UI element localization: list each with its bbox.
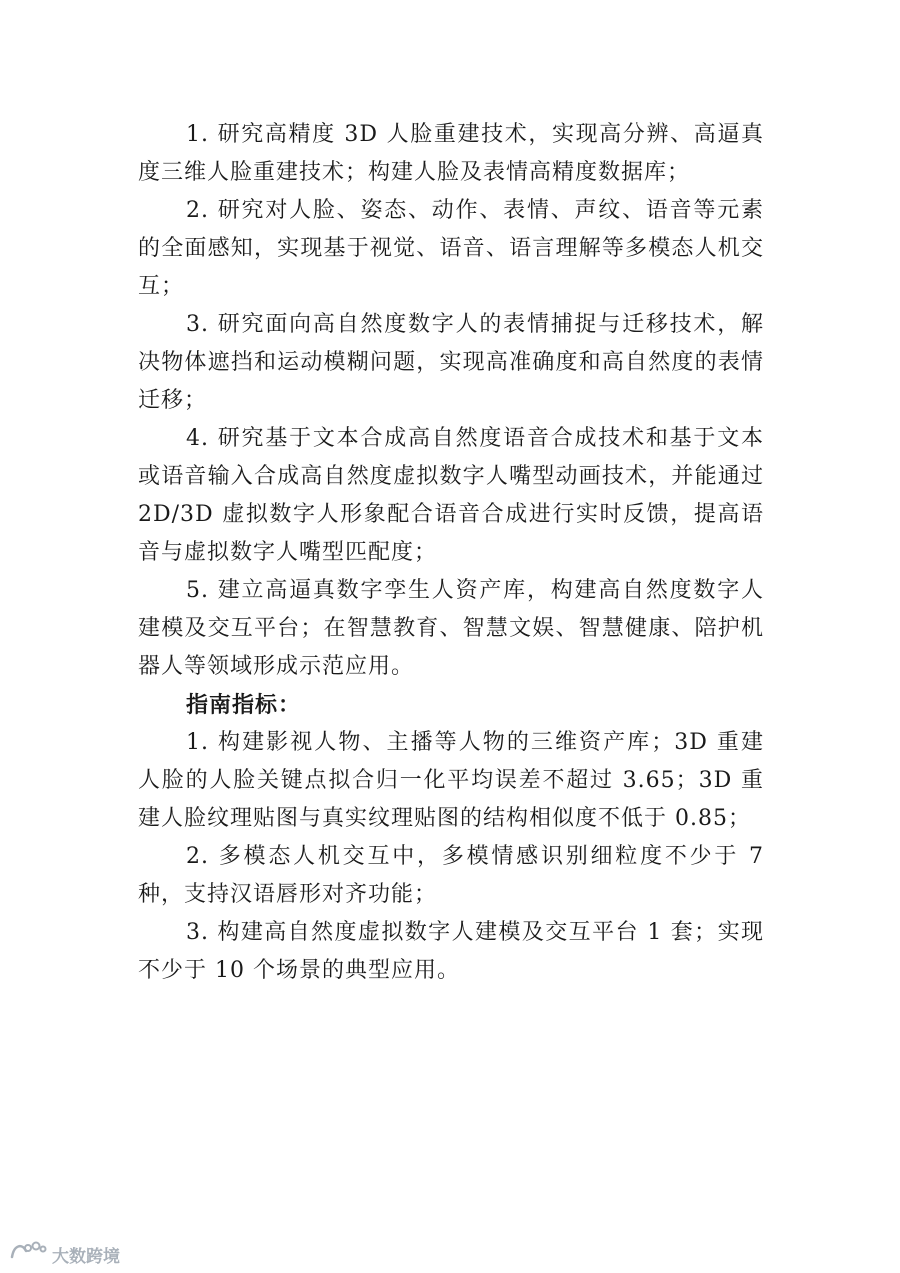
research-item-2: 2. 研究对人脸、姿态、动作、表情、声纹、语音等元素的全面感知，实现基于视觉、语音、语言理解等多模态人机交互； bbox=[138, 198, 764, 299]
research-item-4: 4. 研究基于文本合成高自然度语音合成技术和基于文本或语音输入合成高自然度虚拟数字人嘴型动画技术，并能通过 2D/3D 虚拟数字人形象配合语音合成进行实时反馈，提高语音与虚拟数字人嘴型匹配度； bbox=[138, 426, 764, 565]
indicators-heading: 指南指标： bbox=[186, 692, 302, 718]
watermark bbox=[8, 1241, 120, 1268]
research-item-3: 3. 研究面向高自然度数字人的表情捕捉与迁移技术，解决物体遮挡和运动模糊问题，实现高准确度和高自然度的表情迁移； bbox=[138, 312, 764, 413]
indicator-item-2: 2. 多模态人机交互中，多模情感识别细粒度不少于 7 种，支持汉语唇形对齐功能； bbox=[138, 844, 764, 907]
research-item-1: 1. 研究高精度 3D 人脸重建技术，实现高分辨、高逼真度三维人脸重建技术；构建人脸及表情高精度数据库； bbox=[138, 122, 764, 185]
indicator-item-3: 3. 构建高自然度虚拟数字人建模及交互平台 1 套；实现不少于 10 个场景的典型应用。 bbox=[138, 920, 764, 983]
brand-logo-icon bbox=[8, 1241, 48, 1268]
document-body bbox=[138, 116, 764, 990]
research-item-5: 5. 建立高逼真数字孪生人资产库，构建高自然度数字人建模及交互平台；在智慧教育、智慧文娱、智慧健康、陪护机器人等领域形成示范应用。 bbox=[138, 578, 764, 679]
indicator-item-1: 1. 构建影视人物、主播等人物的三维资产库；3D 重建人脸的人脸关键点拟合归一化平均误差不超过 3.65；3D 重建人脸纹理贴图与真实纹理贴图的结构相似度不低于 0.85； bbox=[138, 730, 764, 831]
watermark-text: 大数跨境 bbox=[52, 1247, 120, 1267]
